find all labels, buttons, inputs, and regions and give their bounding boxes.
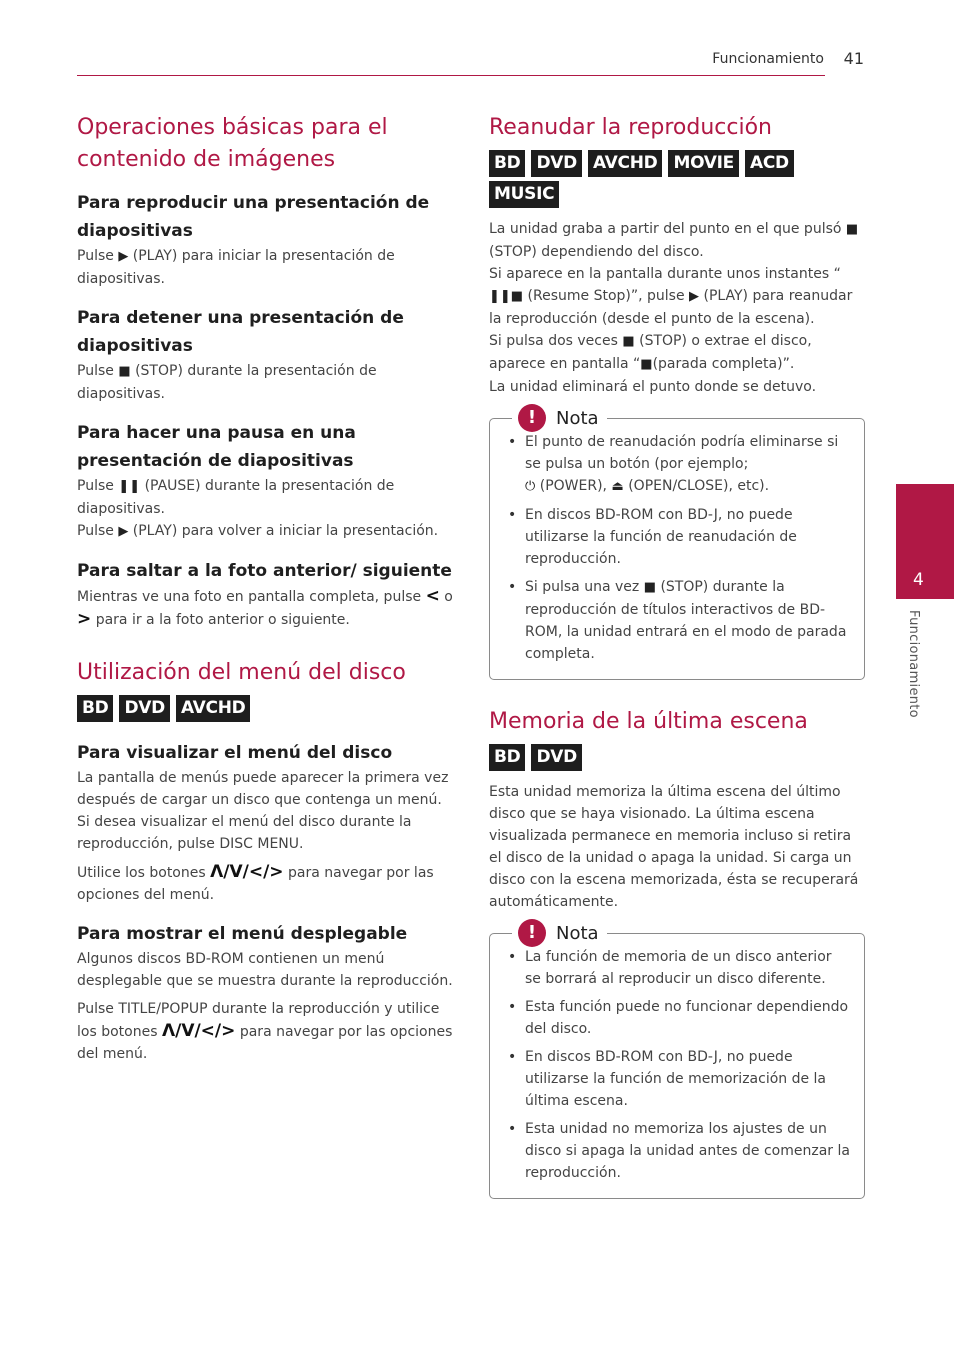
page-header <box>77 48 864 76</box>
paragraph-show-disc-menu: La pantalla de menús puede aparecer la primera vez después de cargar un disco que contenga un menú. Si desea visualizar el menú del disco durante la reproducción, pulse DISC MENU. <box>77 770 449 852</box>
stop-icon: ■ <box>622 334 635 349</box>
stop-icon: ■ <box>643 580 656 595</box>
paragraph-skip-photo: Mientras ve una foto en pantalla completa, pulse < o > para ir a la foto anterior o siguiente. <box>77 586 453 629</box>
paragraph-resume-info: La unidad graba a partir del punto en el que pulsó ■ (STOP) dependiendo del disco. Si aparece en la pantalla durante unos instantes “❚❚■ (Resume Stop)”, pulse ▶ (PLAY) para reanudar la reproducción (desde el punto de la escena). Si pulsa dos veces ■ (STOP) o extrae el disco, aparece en pantalla “■(parada completa)”. La unidad eliminará el punto donde se detuvo. <box>489 221 859 395</box>
stop-icon: ■ <box>118 364 131 379</box>
play-icon: ▶ <box>118 249 129 264</box>
badge-bd: BD <box>77 695 113 722</box>
badge-dvd: DVD <box>531 150 581 177</box>
stop-icon: ■ <box>845 222 859 237</box>
navigation-arrows-icon: Λ/V/</> <box>161 1021 236 1041</box>
badge-bd: BD <box>489 744 525 771</box>
heading-resume-playback: Reanudar la reproducción <box>489 115 772 140</box>
pause-icon: ❚❚ <box>118 479 141 494</box>
play-icon: ▶ <box>118 524 129 539</box>
navigation-arrows-icon: Λ/V/</> <box>210 862 284 882</box>
paragraph-pause-slideshow: Pulse ❚❚ (PAUSE) durante la presentación de diapositivas. Pulse ▶ (PLAY) para volver a iniciar la presentación. <box>77 475 455 543</box>
badge-music: MUSIC <box>489 181 559 208</box>
paragraph-start-slideshow: Pulse ▶ (PLAY) para iniciar la presentación de diapositivas. <box>77 248 395 287</box>
chapter-side-label <box>905 610 925 750</box>
list-item: • El punto de reanudación podría eliminarse si se pulsa un botón (por ejemplo; ⏻ (POWER), ⏏ (OPEN/CLOSE), etc). <box>504 431 850 498</box>
right-column <box>489 112 865 1199</box>
badge-acd: ACD <box>745 150 794 177</box>
note-header <box>512 919 607 947</box>
subheading-skip-photo: Para saltar a la foto anterior/ siguiente <box>77 561 452 581</box>
note-box-resume <box>489 407 865 680</box>
stop-icon: ■ <box>640 357 653 372</box>
badge-dvd: DVD <box>531 744 581 771</box>
subheading-stop-slideshow: Para detener una presentación de diapositivas <box>77 308 404 356</box>
badge-dvd: DVD <box>119 695 169 722</box>
resume-stop-icon: ❚❚■ <box>489 289 524 304</box>
note-header <box>512 404 607 432</box>
right-arrow-icon: > <box>77 609 92 629</box>
paragraph-popup-menu: Algunos discos BD-ROM contienen un menú desplegable que se muestra durante la reproducción. <box>77 951 453 989</box>
play-icon: ▶ <box>689 289 700 304</box>
list-item: • En discos BD-ROM con BD-J, no puede utilizarse la función de memorización de la última escena. <box>504 1046 850 1112</box>
paragraph-stop-slideshow: Pulse ■ (STOP) durante la presentación de diapositivas. <box>77 363 377 402</box>
subheading-pause-slideshow: Para hacer una pausa en una presentación de diapositivas <box>77 423 356 471</box>
disc-type-badges-memory <box>489 744 865 771</box>
paragraph-last-scene-memory: Esta unidad memoriza la última escena del último disco que se haya visionado. La última escena visualizada permanece en memoria incluso si retira el disco de la unidad o apaga la unidad. Si carga un disco con la escena memorizada, ésta se recuperará automáticamente. <box>489 784 859 910</box>
paragraph-popup-navigate: Pulse TITLE/POPUP durante la reproducción y utilice los botones Λ/V/</> para navegar por las opciones del menú. <box>77 1001 453 1062</box>
list-item: • Esta unidad no memoriza los ajustes de un disco si apaga la unidad antes de comenzar la reproducción. <box>504 1118 850 1184</box>
badge-avchd: AVCHD <box>588 150 662 177</box>
disc-type-badges-resume <box>489 150 865 208</box>
badge-bd: BD <box>489 150 525 177</box>
subheading-popup-menu: Para mostrar el menú desplegable <box>77 924 408 944</box>
note-title: Nota <box>556 407 599 429</box>
chapter-number: 4 <box>913 570 924 590</box>
paragraph-navigate-menu: Utilice los botones Λ/V/</> para navegar por las opciones del menú. <box>77 862 434 903</box>
list-item: • La función de memoria de un disco anterior se borrará al reproducir un disco diferente. <box>504 946 850 990</box>
list-item: • En discos BD-ROM con BD-J, no puede utilizarse la función de reanudación de reproducción. <box>504 504 850 570</box>
chapter-tab <box>896 484 954 599</box>
badge-movie: MOVIE <box>668 150 739 177</box>
badge-avchd: AVCHD <box>176 695 250 722</box>
header-section-title: Funcionamiento <box>712 51 824 67</box>
heading-last-scene-memory: Memoria de la última escena <box>489 709 808 734</box>
heading-disc-menu: Utilización del menú del disco <box>77 660 406 685</box>
eject-icon: ⏏ <box>611 479 624 494</box>
exclamation-icon: ! <box>518 404 546 432</box>
note-box-memory <box>489 922 865 1199</box>
list-item: • Esta función puede no funcionar dependiendo del disco. <box>504 996 850 1040</box>
power-icon: ⏻ <box>525 479 536 494</box>
header-divider <box>77 75 825 76</box>
exclamation-icon: ! <box>518 919 546 947</box>
disc-type-badges-menu <box>77 695 455 722</box>
heading-image-operations: Operaciones básicas para el contenido de imágenes <box>77 115 388 172</box>
list-item: • Si pulsa una vez ■ (STOP) durante la reproducción de títulos interactivos de BD-ROM, la unidad entrará en el modo de parada completa. <box>504 576 850 665</box>
page-number: 41 <box>843 49 864 68</box>
left-arrow-icon: < <box>425 586 440 606</box>
note-title: Nota <box>556 922 599 944</box>
subheading-show-disc-menu: Para visualizar el menú del disco <box>77 743 393 763</box>
left-column <box>77 112 455 1065</box>
subheading-start-slideshow: Para reproducir una presentación de diapositivas <box>77 193 430 241</box>
chapter-side-label-text: Funcionamiento <box>906 610 921 718</box>
